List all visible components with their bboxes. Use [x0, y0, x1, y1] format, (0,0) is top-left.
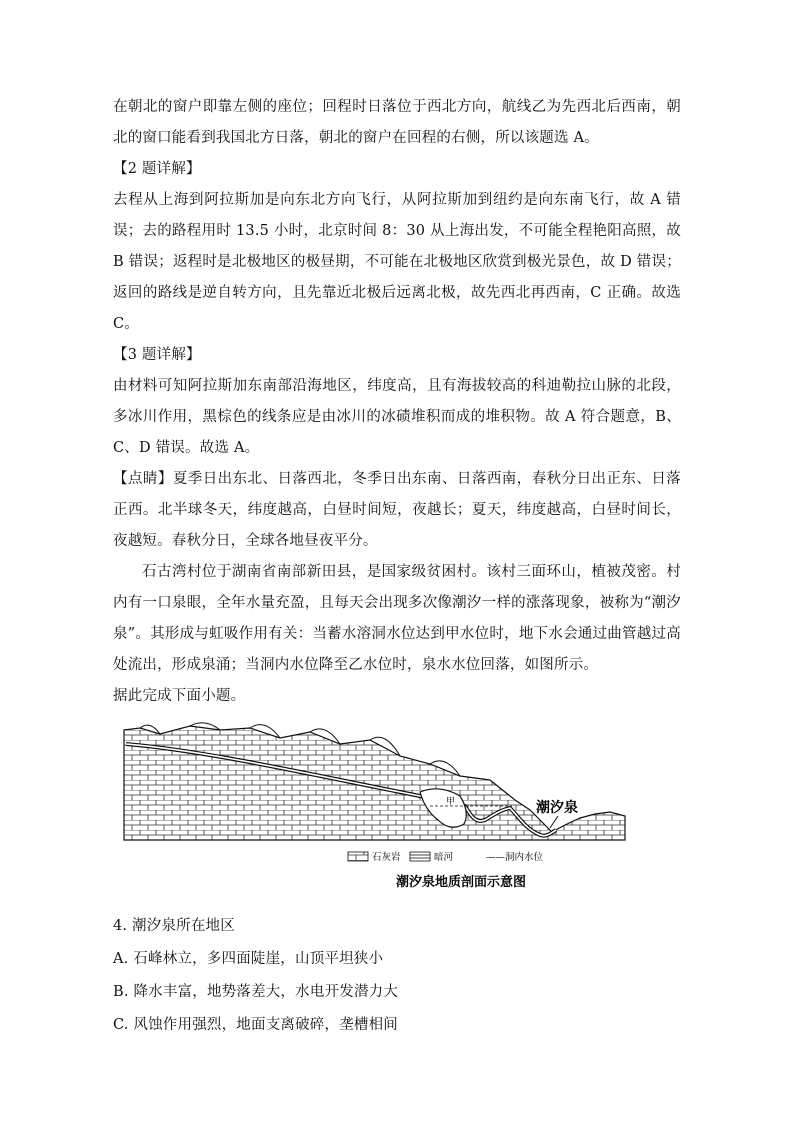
- legend-water-level-label: ——洞内水位: [486, 852, 544, 863]
- option-a: A. 石峰林立，多四面陡崖，山顶平坦狭小: [113, 951, 384, 967]
- option-b: B. 降水丰富，地势落差大，水电开发潜力大: [113, 984, 399, 1000]
- figure-caption: 潮汐泉地质剖面示意图: [396, 875, 527, 890]
- geology-profile-diagram: [120, 720, 630, 895]
- legend-river-swatch: [410, 852, 430, 861]
- legend-limestone-label: 石灰岩: [372, 852, 401, 863]
- paragraph-tip: 【点睛】夏季日出东北、日落西北，冬季日出东南、日落西南，春秋分日出正东、日落正西。北半球冬天，纬度越高，白昼时间短，夜越长；夏天，纬度越高，白昼时间长，夜越短。春秋分日，全球各地昼夜平分。: [113, 471, 681, 549]
- limestone-body: [124, 726, 625, 840]
- paragraph-answer-1-end: 在朝北的窗户即靠左侧的座位；回程时日落位于西北方向，航线乙为先西北后西南，朝北的窗口能看到我国北方日落，朝北的窗户在回程的右侧，所以该题选 A。: [113, 99, 681, 146]
- geology-profile-figure: [120, 720, 630, 895]
- spring-label: 潮汐泉: [536, 800, 578, 816]
- paragraph-answer-2: 去程从上海到阿拉斯加是向东北方向飞行，从阿拉斯加到纽约是向东南飞行，故 A 错误；去的路程用时 13.5 小时，北京时间 8：30 从上海出发，不可能全程艳阳高照，故 B 错误；返程时是北极地区的极昼期，不可能在北极地区欣赏到极光景色，故 D 错误；返回的路线是逆自转方向，且先靠近北极后远离北极，故先西北再西南，C 正确。故选 C。: [113, 192, 681, 332]
- question-stem: 4. 潮汐泉所在地区: [113, 918, 235, 934]
- mark-jia: 甲: [446, 797, 456, 807]
- heading-q2-detail: 【2 题详解】: [113, 161, 201, 177]
- document-body: [113, 92, 681, 712]
- heading-q3-detail: 【3 题详解】: [113, 347, 201, 363]
- legend-river-label: 暗河: [434, 852, 454, 863]
- question-4: [113, 910, 681, 1042]
- paragraph-answer-3: 由材料可知阿拉斯加东南部沿海地区，纬度高，且有海拔较高的科迪勒拉山脉的北段，多冰川作用，黑棕色的线条应是由冰川的冰碛堆积而成的堆积物。故 A 符合题意，B、C、D 错误。故选 A。: [113, 378, 681, 456]
- paragraph-material: 石古湾村位于湖南省南部新田县，是国家级贫困村。该村三面环山，植被茂密。村内有一口泉眼，全年水量充盈，且每天会出现多次像潮汐一样的涨落现象，被称为“潮汐泉”。其形成与虹吸作用有关：当蓄水溶洞水位达到甲水位时，地下水会通过曲管越过高处流出，形成泉涌；当洞内水位降至乙水位时，泉水水位回落，如图所示。: [113, 564, 681, 673]
- legend-limestone-swatch: [348, 852, 368, 861]
- option-c: C. 风蚀作用强烈，地面支离破碎，垄槽相间: [113, 1017, 398, 1033]
- paragraph-instruction: 据此完成下面小题。: [113, 688, 246, 704]
